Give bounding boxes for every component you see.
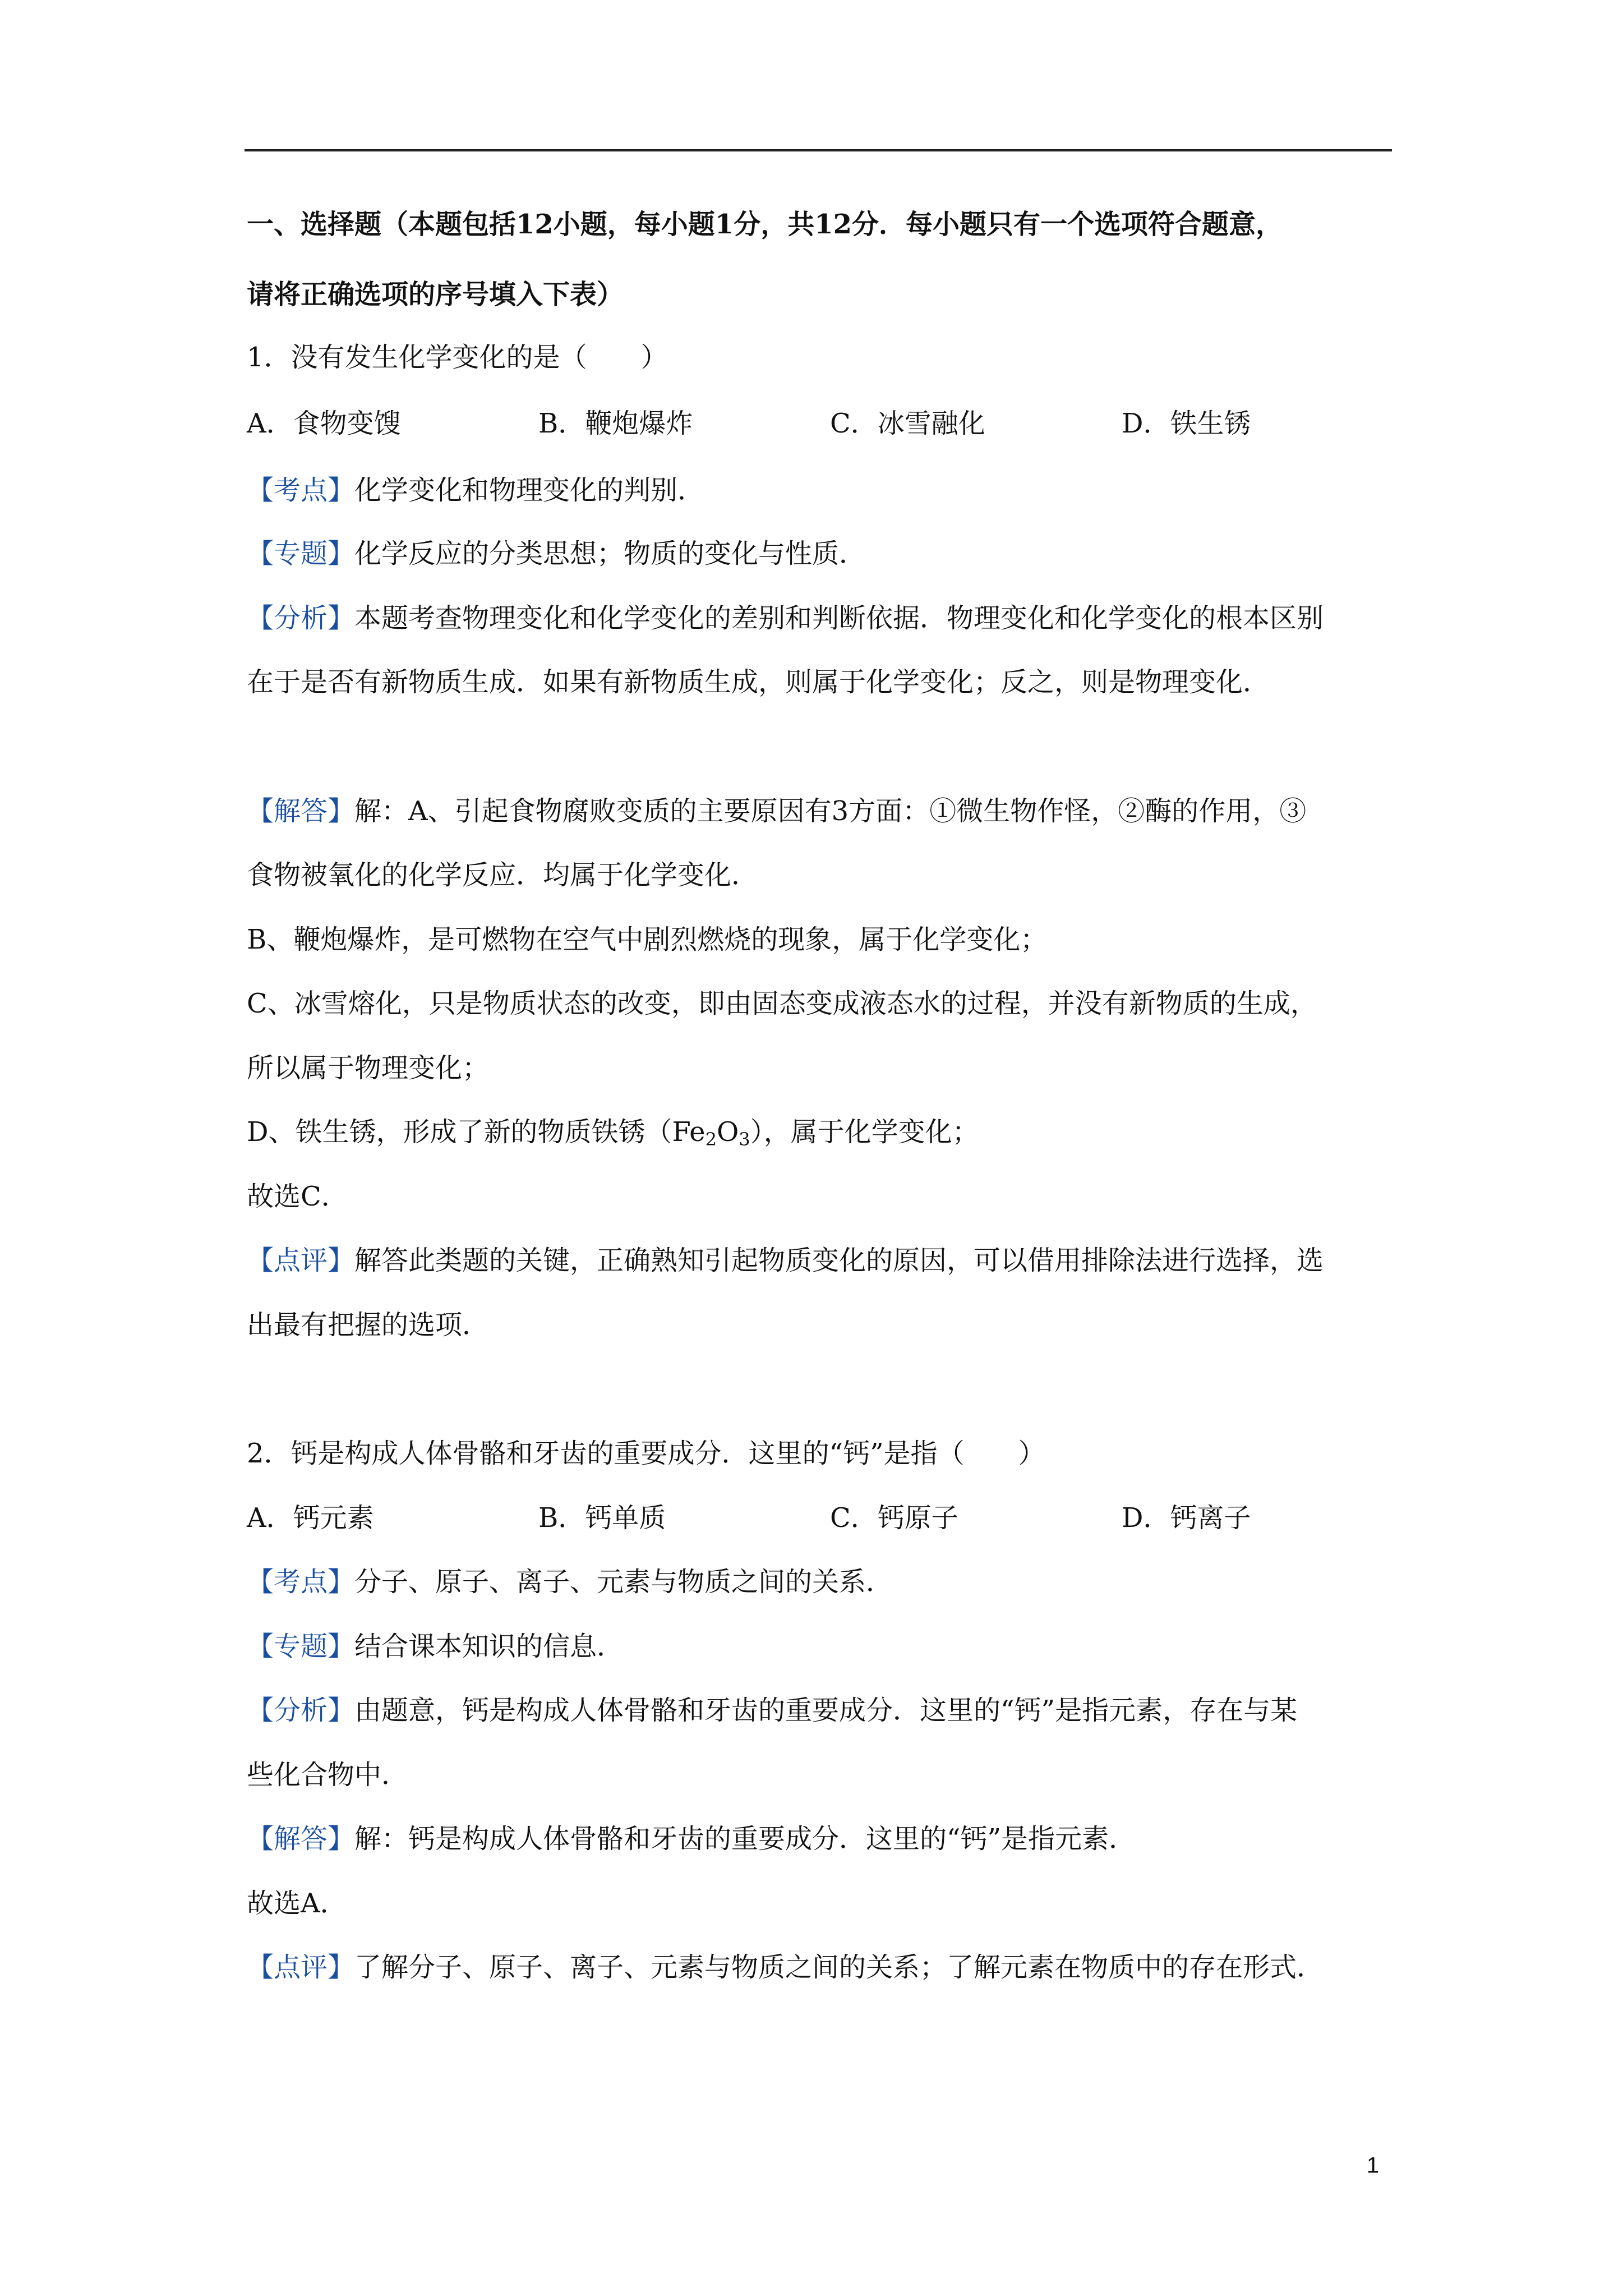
q1-option-c: C．冰雪融化: [830, 408, 985, 439]
section-heading-cont: 请将正确选项的序号填入下表）: [247, 279, 624, 310]
fenxi-tag: 【分析】: [247, 602, 355, 634]
q1-answer: 故选C．: [247, 1181, 348, 1212]
q2-fenxi-cont: 些化合物中．: [247, 1759, 409, 1791]
header-rule: [245, 149, 1392, 151]
formula-oxygen: O: [716, 1116, 739, 1148]
q1-jieda: [247, 793, 1306, 829]
formula-prefix: D、铁生锈，形成了新的物质铁锈（Fe: [247, 1116, 706, 1148]
q2-jieda: [247, 1821, 1136, 1857]
q2-option-b: B．钙单质: [538, 1502, 666, 1534]
q1-options: [247, 406, 1391, 441]
q2-answer: 故选A．: [247, 1888, 347, 1919]
zhuanti-text: 结合课本知识的信息．: [354, 1631, 624, 1662]
q1-option-a: A．食物变馊: [247, 408, 401, 439]
q1-dianping-cont: 出最有把握的选项．: [247, 1309, 490, 1341]
q1-jieda-line4: C、冰雪熔化，只是物质状态的改变，即由固态变成液态水的过程，并没有新物质的生成，: [247, 988, 1317, 1019]
jieda-tag: 【解答】: [247, 795, 355, 827]
page-number: 1: [1366, 2153, 1380, 2178]
q1-jieda-line2: 食物被氧化的化学反应．均属于化学变化．: [247, 859, 759, 891]
jieda-text: 解：A、引起食物腐败变质的主要原因有3方面：①微生物作怪，②酶的作用，③: [354, 795, 1307, 827]
kaodian-tag: 【考点】: [247, 475, 355, 506]
q1-dianping: [247, 1243, 1324, 1278]
q2-option-a: A．钙元素: [247, 1502, 374, 1534]
kaodian-text: 化学变化和物理变化的判别．: [354, 475, 705, 506]
dianping-text: 解答此类题的关键，正确熟知引起物质变化的原因，可以借用排除法进行选择，选: [354, 1245, 1324, 1276]
q2-dianping: [247, 1949, 1324, 1985]
q1-fenxi-cont: 在于是否有新物质生成．如果有新物质生成，则属于化学变化；反之，则是物理变化．: [247, 666, 1270, 698]
q2-stem: 2．钙是构成人体骨骼和牙齿的重要成分．这里的“钙”是指（ ）: [247, 1438, 1045, 1469]
kaodian-tag: 【考点】: [247, 1566, 355, 1598]
formula-subscript: 3: [739, 1129, 750, 1150]
jieda-tag: 【解答】: [247, 1823, 355, 1855]
formula-subscript: 2: [705, 1129, 717, 1150]
fenxi-text: 本题考查物理变化和化学变化的差别和判断依据．物理变化和化学变化的根本区别: [354, 602, 1324, 634]
zhuanti-tag: 【专题】: [247, 538, 355, 569]
q1-zhuanti: [247, 536, 866, 572]
q1-jieda-line6: [247, 1114, 979, 1157]
q1-jieda-line3: B、鞭炮爆炸，是可燃物在空气中剧烈燃烧的现象，属于化学变化；: [247, 924, 1048, 955]
dianping-text: 了解分子、原子、离子、元素与物质之间的关系；了解元素在物质中的存在形式．: [354, 1952, 1324, 1983]
q2-fenxi: [247, 1692, 1297, 1728]
kaodian-text: 分子、原子、离子、元素与物质之间的关系．: [354, 1566, 893, 1598]
dianping-tag: 【点评】: [247, 1952, 355, 1983]
q1-option-d: D．铁生锈: [1122, 408, 1251, 439]
q1-option-b: B．鞭炮爆炸: [538, 408, 693, 439]
fenxi-text: 由题意，钙是构成人体骨骼和牙齿的重要成分．这里的“钙”是指元素，存在与某: [354, 1695, 1298, 1726]
q2-option-d: D．钙离子: [1122, 1502, 1251, 1534]
formula-suffix: ），属于化学变化；: [750, 1116, 979, 1148]
q1-fenxi: [247, 600, 1324, 636]
jieda-text: 解：钙是构成人体骨骼和牙齿的重要成分．这里的“钙”是指元素．: [354, 1823, 1136, 1855]
zhuanti-text: 化学反应的分类思想；物质的变化与性质．: [354, 538, 866, 569]
zhuanti-tag: 【专题】: [247, 1631, 355, 1662]
section-heading: 一、选择题（本题包括12小题，每小题1分，共12分．每小题只有一个选项符合题意，: [247, 209, 1283, 240]
q2-kaodian: [247, 1564, 893, 1600]
q2-zhuanti: [247, 1628, 624, 1664]
dianping-tag: 【点评】: [247, 1245, 355, 1276]
q1-kaodian: [247, 472, 704, 508]
q2-option-c: C．钙原子: [830, 1502, 958, 1534]
fenxi-tag: 【分析】: [247, 1695, 355, 1726]
q2-options: [247, 1500, 1391, 1536]
q1-jieda-line5: 所以属于物理变化；: [247, 1052, 490, 1084]
q1-stem: 1．没有发生化学变化的是（ ）: [247, 342, 668, 373]
